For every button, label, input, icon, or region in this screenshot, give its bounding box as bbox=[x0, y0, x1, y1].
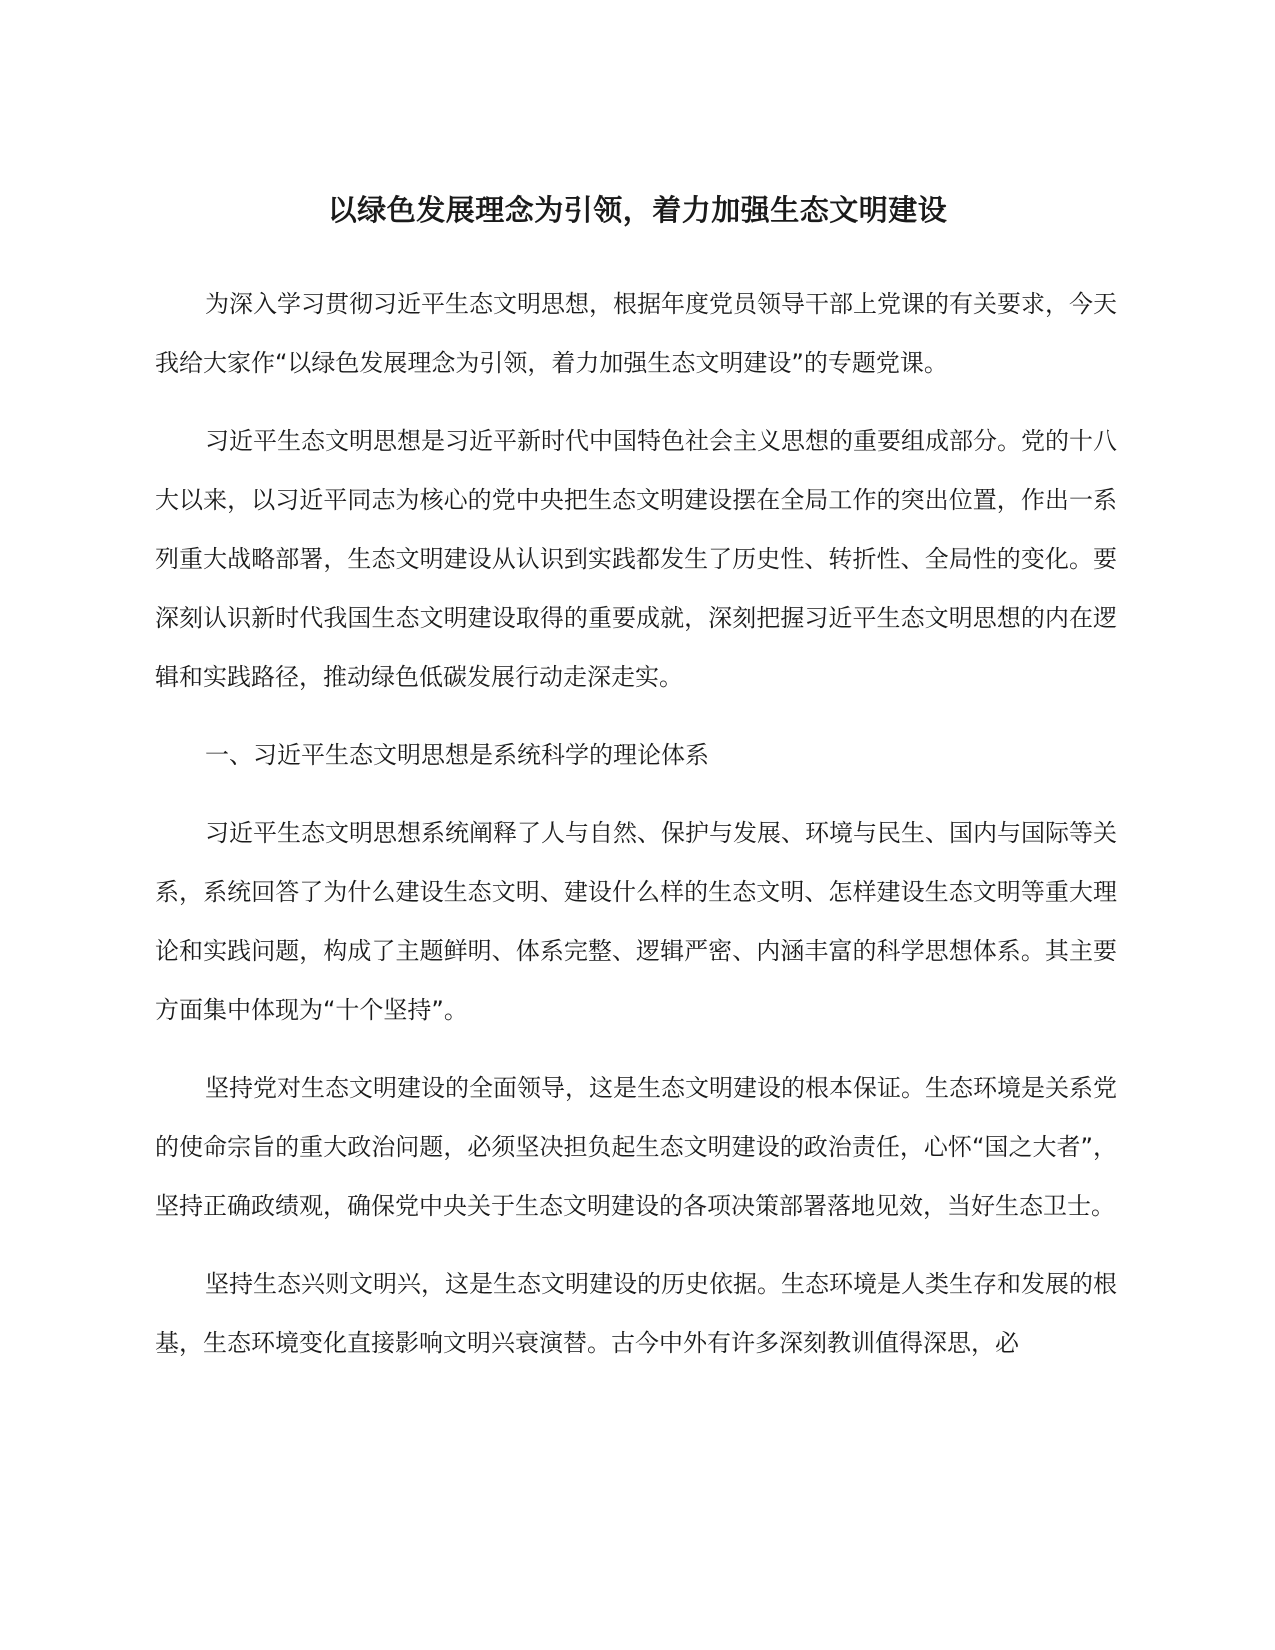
document-body bbox=[155, 275, 1117, 1392]
document-title: 以绿色发展理念为引领，着力加强生态文明建设 bbox=[327, 193, 948, 227]
section-heading-1: 一、习近平生态文明思想是系统科学的理论体系 bbox=[205, 741, 709, 769]
paragraph-ecology-civilization: 坚持生态兴则文明兴，这是生态文明建设的历史依据。生态环境是人类生存和发展的根基，生态环境变化直接影响文明兴衰演替。古今中外有许多深刻教训值得深思，必 bbox=[155, 1270, 1117, 1357]
paragraph-overview: 习近平生态文明思想是习近平新时代中国特色社会主义思想的重要组成部分。党的十八大以来，以习近平同志为核心的党中央把生态文明建设摆在全局工作的突出位置，作出一系列重大战略部署，生态文明建设从认识到实践都发生了历史性、转折性、全局性的变化。要深刻认识新时代我国生态文明建设取得的重要成就，深刻把握习近平生态文明思想的内在逻辑和实践路径，推动绿色低碳发展行动走深走实。 bbox=[155, 427, 1117, 691]
paragraph-leadership: 坚持党对生态文明建设的全面领导，这是生态文明建设的根本保证。生态环境是关系党的使命宗旨的重大政治问题，必须坚决担负起生态文明建设的政治责任，心怀“国之大者”，坚持正确政绩观，确保党中央关于生态文明建设的各项决策部署落地见效，当好生态卫士。 bbox=[155, 1074, 1117, 1220]
paragraph-system: 习近平生态文明思想系统阐释了人与自然、保护与发展、环境与民生、国内与国际等关系，系统回答了为什么建设生态文明、建设什么样的生态文明、怎样建设生态文明等重大理论和实践问题，构成了主题鲜明、体系完整、逻辑严密、内涵丰富的科学思想体系。其主要方面集中体现为“十个坚持”。 bbox=[155, 819, 1117, 1024]
paragraph-intro: 为深入学习贯彻习近平生态文明思想，根据年度党员领导干部上党课的有关要求，今天我给大家作“以绿色发展理念为引领，着力加强生态文明建设”的专题党课。 bbox=[155, 290, 1117, 377]
